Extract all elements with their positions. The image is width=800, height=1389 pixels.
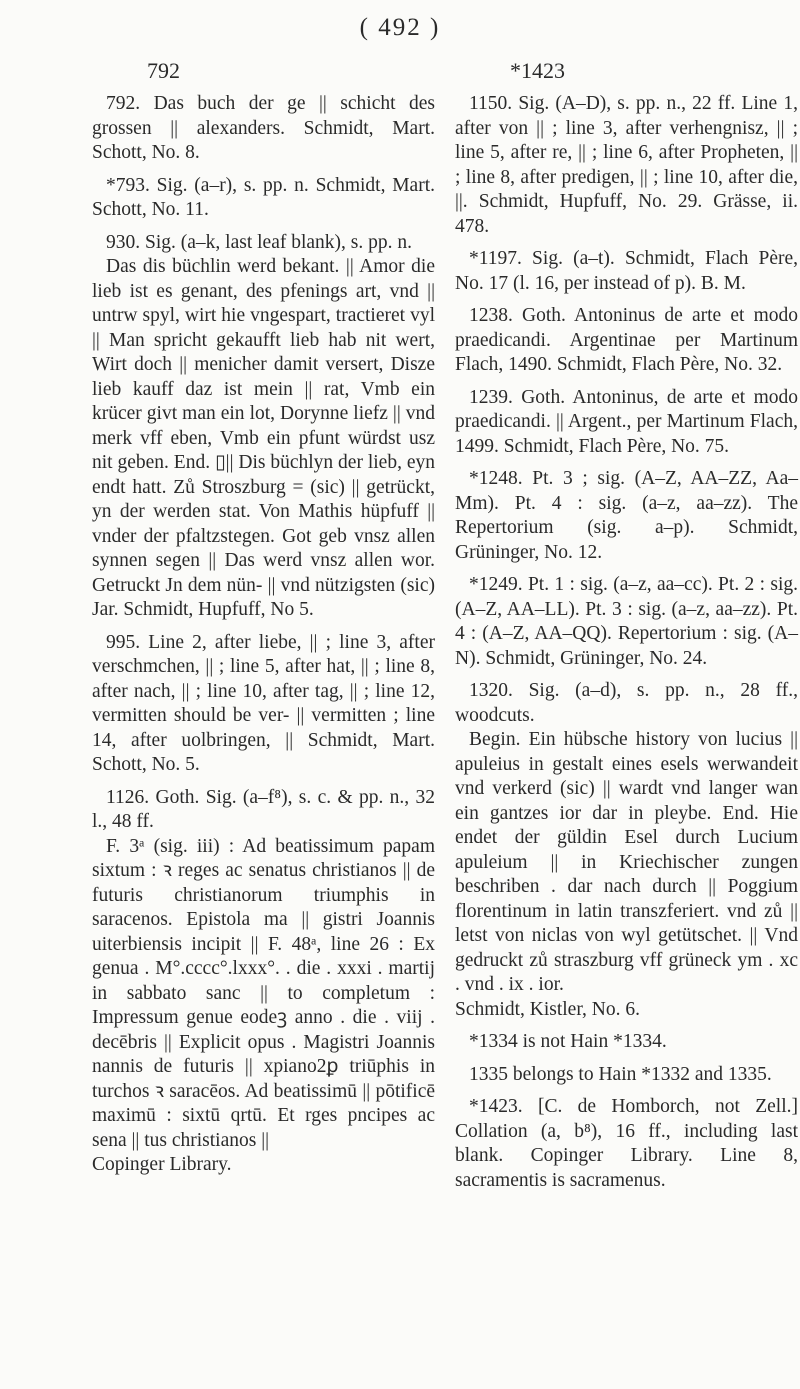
entry-1126-text: F. 3ᵃ (sig. iii) : Ad beatissimum papam sixtum : ꝛ reges ac senatus christianos || de futuris christianorum triumphis in saracenos. Epistola ma || gistri Joannis uiterbiensis incipit || F. 48ᵃ, line 26 : Ex genua . M°.cccc°.lxxx°. . die . xxxi . martij in sabbato sanc || to completum : Impressum genue eodeꝫ anno . die . viij . decēbris || Explicit opus . Magistri Joannis nannis de futuris || xpiano2ꝑ triūphis in turchos ꝛ saracēos. Ad beatissimū || pōtificē maximū : sixtū qrtū. Et rges pncipes ac sena || tus christianos || [92, 835, 435, 1151]
entry-1249: *1249. Pt. 1 : sig. (a–z, aa–cc). Pt. 2 : sig. (A–Z, AA–LL). Pt. 3 : sig. (a–z, aa–zz). Pt. 4 : (A–Z, AA–QQ). Repertorium : sig. (A–N). Schmidt, Grüninger, No. 24. [455, 574, 798, 669]
left-column [92, 58, 435, 1186]
entry-1335: 1335 belongs to Hain *1332 and 1335. [469, 1063, 772, 1085]
entry-1238: 1238. Goth. Antoninus de arte et modo praedicandi. Argentinae per Martinum Flach, 1490. Schmidt, Flach Père, No. 32. [455, 305, 798, 375]
entry-1248: *1248. Pt. 3 ; sig. (A–Z, AA–ZZ, Aa–Mm). Pt. 4 : sig. (a–z, aa–zz). The Repertorium (sig. a–p). Schmidt, Grüninger, No. 12. [455, 468, 798, 563]
left-column-heading: 792 [147, 58, 180, 83]
entry-1126: 1126. Goth. Sig. (a–f⁸), s. c. & pp. n., 32 l., 48 ff. [92, 786, 435, 832]
right-column-heading: *1423 [510, 58, 565, 83]
entry-1334: *1334 is not Hain *1334. [469, 1031, 667, 1052]
entry-792: 792. Das buch der ge || schicht des grossen || alexanders. Schmidt, Mart. Schott, No. 8. [92, 93, 435, 163]
entry-930-text: Das dis büchlin werd bekant. || Amor die lieb ist es genant, des pfenings art, vnd || untrw spyl, wirt hie vngespart, tractieret vyl || Man spricht gekaufft lieb hab nit wert, Wirt doch || menicher damit versert, Disze lieb kauff daz ist mein || rat, Vmb ein krücer givt man ein lot, Dorynne liefz || vnd merk vff eben, Vmb ein pfunt würdst usz nit geben. End. ▯|| Dis büchlyn der lieb, eyn endt hatt. Zů Stroszburg = (sic) || getrückt, yn der werden stat. Von Mathis hüpfuff || vnder der pfaltzstegen. Got geb vnsz allen synnen segen || Das werd vnsz allen wor. Getruckt Jn dem nün- || vnd nützigsten (sic) Jar. Schmidt, Hupfuff, No 5. [92, 256, 435, 620]
entry-1320: 1320. Sig. (a–d), s. pp. n., 28 ff., woodcuts. [455, 680, 798, 726]
entry-1239: 1239. Goth. Antoninus, de arte et modo praedicandi. || Argent., per Martinum Flach, 1499. Schmidt, Flach Père, No. 75. [455, 386, 798, 457]
entry-793: *793. Sig. (a–r), s. pp. n. Schmidt, Mart. Schott, No. 11. [92, 174, 435, 220]
entry-1423: *1423. [C. de Homborch, not Zell.] Collation (a, b⁸), 16 ff., including last blank. Copinger Library. Line 8, sacramentis is sacramenus. [455, 1096, 798, 1191]
page-number: ( 492 ) [359, 14, 441, 41]
entry-1150: 1150. Sig. (A–D), s. pp. n., 22 ff. Line 1, after von || ; line 3, after verhengnisz, || ; line 5, after re, || ; line 6, after Propheten, || ; line 8, after predigen, || ; line 10, after die, ||. Schmidt, Hupfuff, No. 29. Grässe, ii. 478. [455, 93, 798, 237]
entry-1126-source: Copinger Library. [92, 1154, 232, 1175]
right-column [455, 58, 798, 1201]
entry-995: 995. Line 2, after liebe, || ; line 3, after verschmchen, || ; line 5, after hat, || ; line 8, after nach, || ; line 10, after tag, || ; line 12, vermitten should be ver- || vermitten ; line 14, after uolbringen, || Schmidt, Mart. Schott, No. 5. [92, 631, 435, 775]
entry-1320-text: Begin. Ein hübsche history von lucius || apuleius in gestalt eines esels werwandeit vnd verkerd (sic) || wardt vnd langer wan ein gantzes ior dar in pleybe. End. Hie endet der güldin Esel durch Lucium apuleium || in Kriechischer zungen beschriben . dar nach durch || Poggium florentinum in latin transzferiert. vnd zů || letst von niclas von wyl getütschet. || Vnd gedruckt zů straszburg vff grüneck ym . xc . vnd . ix . ior. [455, 729, 798, 995]
entry-1197: *1197. Sig. (a–t). Schmidt, Flach Père, No. 17 (l. 16, per instead of p). B. M. [455, 248, 798, 294]
entry-1320-source: Schmidt, Kistler, No. 6. [455, 998, 641, 1020]
entry-930: 930. Sig. (a–k, last leaf blank), s. pp. n. [106, 231, 412, 253]
